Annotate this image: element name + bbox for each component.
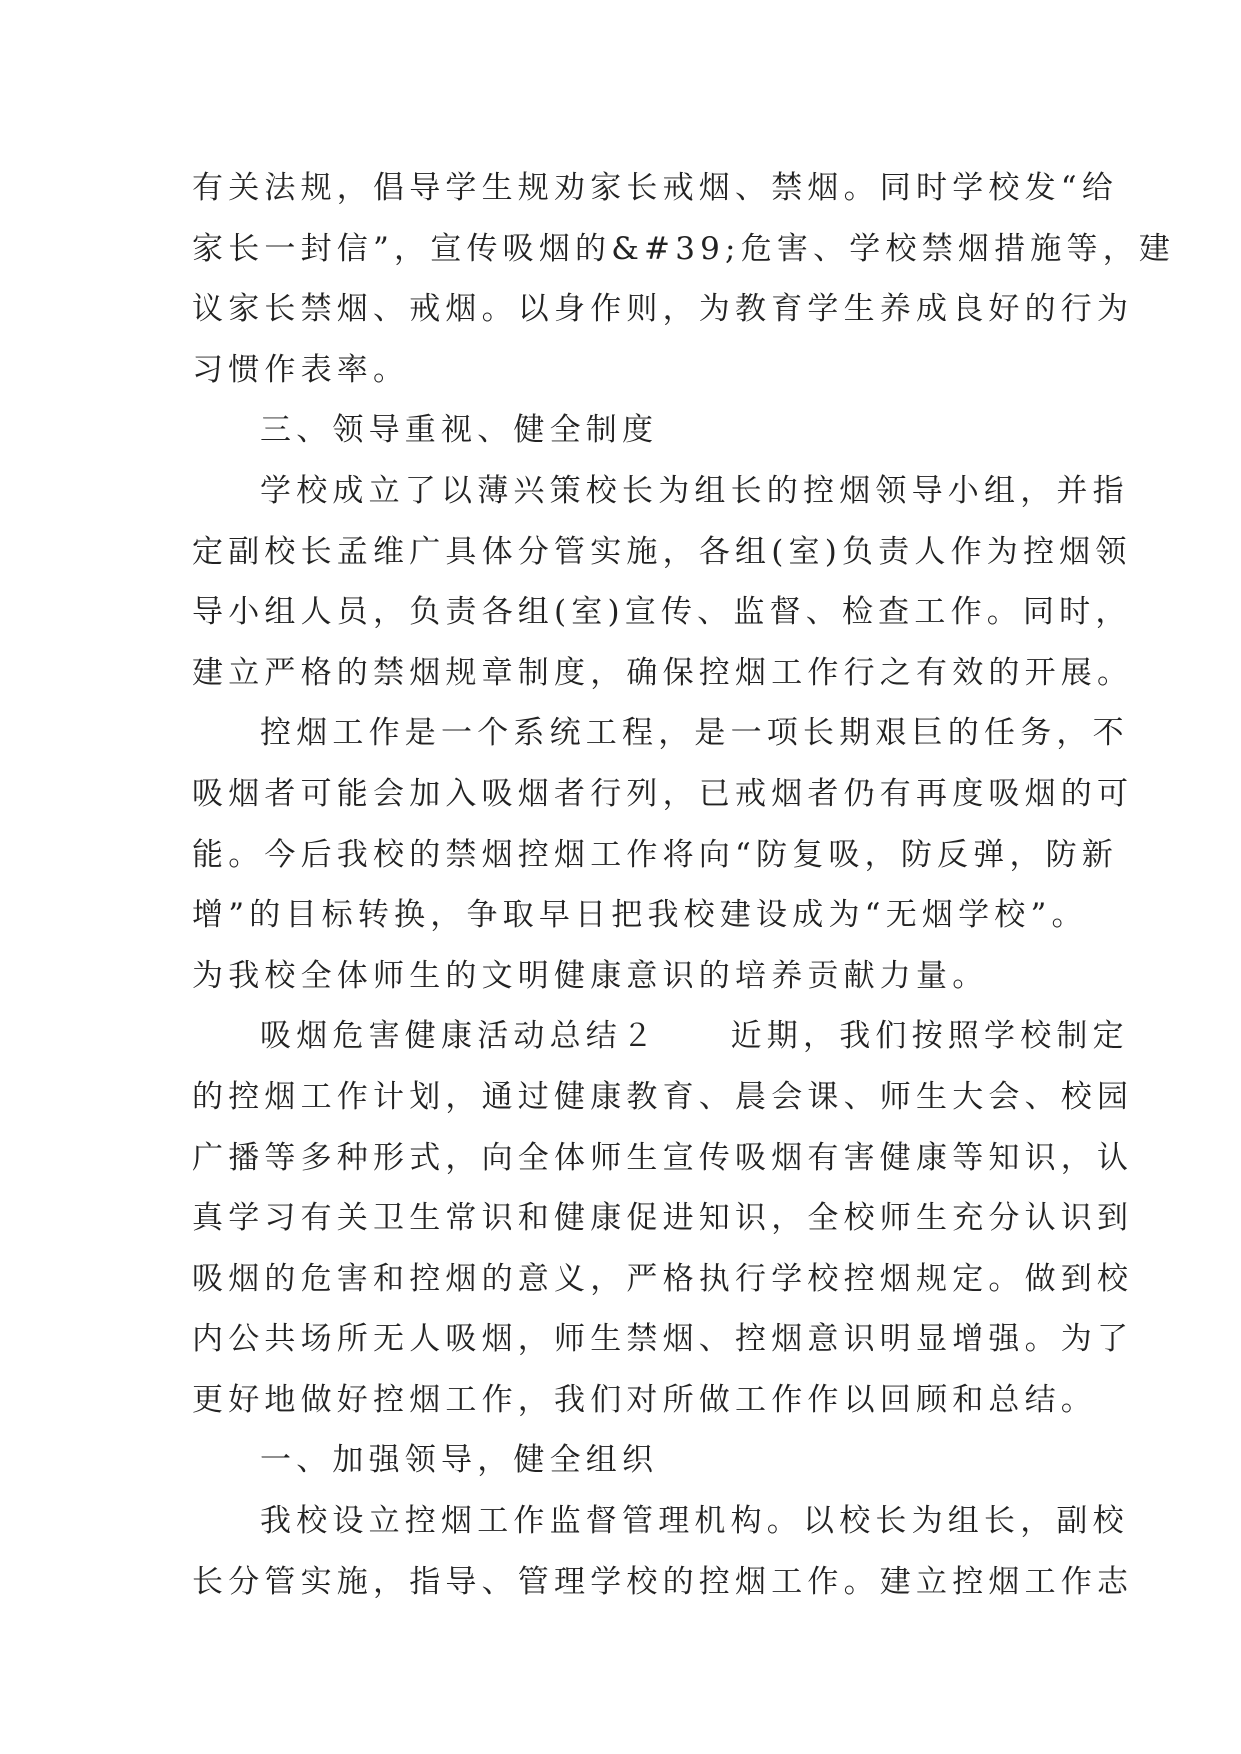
text-line: 真学习有关卫生常识和健康促进知识，全校师生充分认识到 bbox=[192, 1200, 1134, 1237]
text-line: 议家长禁烟、戒烟。以身作则，为教育学生养成良好的行为 bbox=[192, 291, 1134, 328]
text-line: 长分管实施，指导、管理学校的控烟工作。建立控烟工作志 bbox=[192, 1563, 1134, 1600]
text-line: 建立严格的禁烟规章制度，确保控烟工作行之有效的开展。 bbox=[192, 654, 1134, 691]
section-heading: 一、加强领导，健全组织 bbox=[260, 1442, 659, 1479]
text-line: 吸烟者可能会加入吸烟者行列，已戒烟者仍有再度吸烟的可 bbox=[192, 775, 1134, 812]
text-line: 增”的目标转换，争取早日把我校建设成为“无烟学校”。 bbox=[192, 897, 1088, 934]
text-line: 的控烟工作计划，通过健康教育、晨会课、师生大会、校园 bbox=[192, 1078, 1134, 1115]
text-line: 定副校长孟维广具体分管实施，各组(室)负责人作为控烟领 bbox=[192, 533, 1132, 570]
text-line: 有关法规，倡导学生规劝家长戒烟、禁烟。同时学校发“给 bbox=[192, 170, 1119, 206]
text-line: 控烟工作是一个系统工程，是一项长期艰巨的任务，不 bbox=[260, 715, 1129, 752]
text-line: 内公共场所无人吸烟，师生禁烟、控烟意识明显增强。为了 bbox=[192, 1321, 1134, 1358]
text-line: 吸烟危害健康活动总结２ 近期，我们按照学校制定 bbox=[260, 1018, 1129, 1055]
text-line: 吸烟的危害和控烟的意义，严格执行学校控烟规定。做到校 bbox=[192, 1260, 1134, 1297]
text-line: 习惯作表率。 bbox=[192, 351, 410, 388]
text-line: 更好地做好控烟工作，我们对所做工作作以回顾和总结。 bbox=[192, 1381, 1097, 1418]
text-line: 广播等多种形式，向全体师生宣传吸烟有害健康等知识，认 bbox=[192, 1139, 1134, 1176]
text-line: 导小组人员，负责各组(室)宣传、监督、检查工作。同时， bbox=[192, 594, 1132, 631]
text-line: 能。今后我校的禁烟控烟工作将向“防复吸，防反弹，防新 bbox=[192, 836, 1119, 873]
document-body bbox=[192, 158, 1176, 1612]
section-heading: 三、领导重视、健全制度 bbox=[260, 412, 659, 449]
text-line: 学校成立了以薄兴策校长为组长的控烟领导小组，并指 bbox=[260, 472, 1129, 509]
text-line: 我校设立控烟工作监督管理机构。以校长为组长，副校 bbox=[260, 1503, 1129, 1540]
text-line: 为我校全体师生的文明健康意识的培养贡献力量。 bbox=[192, 957, 989, 994]
text-line: 家长一封信”，宣传吸烟的&#39;危害、学校禁烟措施等，建 bbox=[192, 230, 1176, 267]
